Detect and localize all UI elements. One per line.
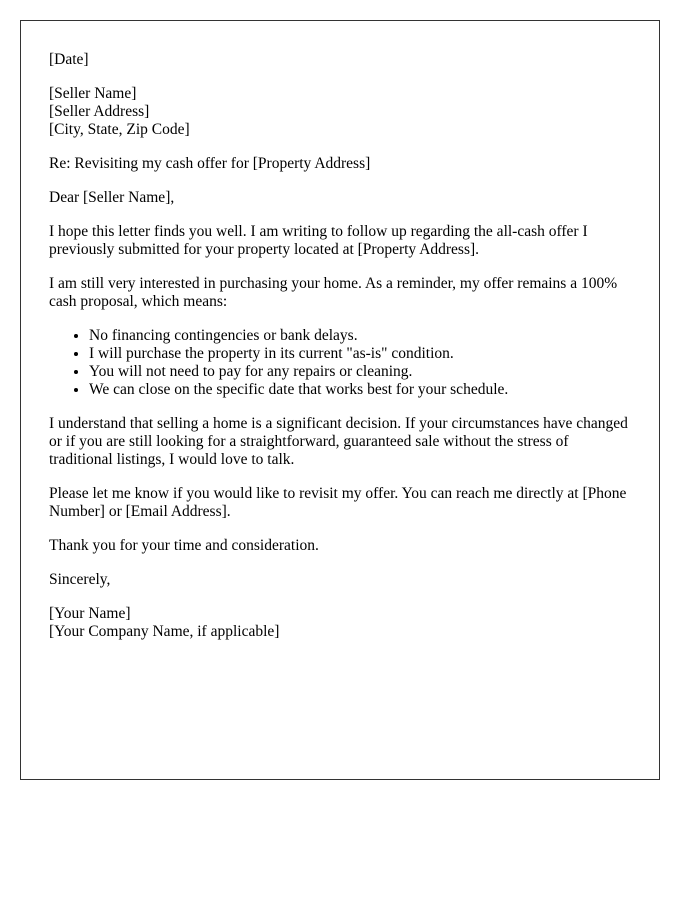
list-item: • We can close on the specific date that works best for your schedule. [89, 381, 631, 399]
recipient-name: [Seller Name] [49, 85, 137, 102]
list-item: • No financing contingencies or bank delays. [89, 327, 631, 345]
body-paragraph-2: I am still very interested in purchasing your home. As a reminder, my offer remains a 100% cash proposal, which means: [49, 275, 618, 310]
body-paragraph-1: I hope this letter finds you well. I am writing to follow up regarding the all-cash offer I previously submitted for your property located at [Property Address]. [49, 223, 588, 258]
recipient-city-state-zip: [City, State, Zip Code] [49, 121, 190, 138]
body-paragraph-5: Thank you for your time and consideration. [49, 537, 319, 554]
list-item: • I will purchase the property in its current "as-is" condition. [89, 345, 631, 363]
list-item: • You will not need to pay for any repairs or cleaning. [89, 363, 631, 381]
signature-company: [Your Company Name, if applicable] [49, 623, 280, 640]
recipient-address: [Seller Address] [49, 103, 150, 120]
body-paragraph-4: Please let me know if you would like to revisit my offer. You can reach me directly at [Phone Number] or [Email Address]. [49, 485, 627, 520]
letter-salutation: Dear [Seller Name], [49, 189, 175, 206]
letter-page [20, 20, 660, 780]
body-paragraph-3: I understand that selling a home is a significant decision. If your circumstances have changed or if you are still looking for a straightforward, guaranteed sale without the stress of traditional listings, I would love to talk. [49, 415, 628, 468]
letter-subject: Re: Revisiting my cash offer for [Property Address] [49, 155, 371, 172]
signature-name: [Your Name] [49, 605, 131, 622]
recipient-block [49, 85, 631, 139]
letter-date: [Date] [49, 51, 89, 68]
offer-benefits-list [49, 327, 631, 399]
letter-closing: Sincerely, [49, 571, 111, 588]
signature-block [49, 605, 631, 641]
